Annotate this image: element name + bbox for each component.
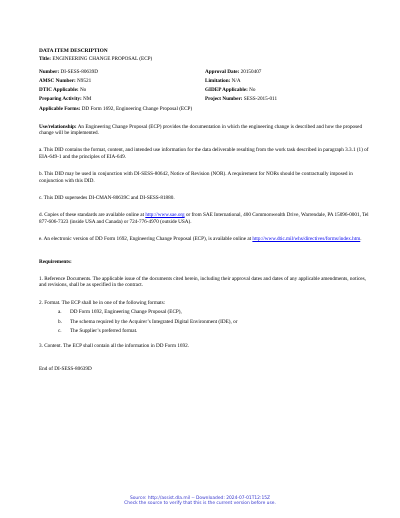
paragraph-c: c. This DID supersedes DI-CMAN-80639C and DI-SESS-81880. <box>39 195 175 201</box>
paragraph-d-text-2: or from SAE International, 400 Commonwealth Drive, Warrendale, PA 15096-0001, Tel 877-606-7323 (inside USA and Canada) or 724-776-4970 (outside USA). <box>39 212 369 225</box>
list-item-letter: c. <box>58 328 62 335</box>
paragraph-e <box>39 236 369 242</box>
project-number-value: SESS-2015-011 <box>243 96 278 103</box>
requirement-3: 3. Content. The ECP shall contain all the information in DD Form 1692. <box>39 343 189 350</box>
paragraph-e-end: . <box>360 236 362 243</box>
paragraph-d <box>39 212 369 225</box>
list-item-letter: a. <box>58 309 62 316</box>
footer-verify-line: Check the source to verify that this is the current version before use. <box>124 501 276 507</box>
list-item-text: The Supplier’s preferred format. <box>70 328 138 335</box>
approval-date-label: Approval Date: <box>205 68 240 75</box>
limitation-label: Limitation: <box>205 78 231 84</box>
list-item-letter: b. <box>58 318 62 325</box>
meta-row-amsc <box>39 78 369 87</box>
list-item-text: DD Form 1692, Engineering Change Proposal (ECP), <box>70 309 182 316</box>
metadata-table <box>39 69 369 113</box>
meta-row-dtic <box>39 87 369 96</box>
meta-row-forms <box>39 106 369 113</box>
title-label: Title: <box>39 56 52 63</box>
meta-row-number <box>39 69 369 78</box>
dtic-value: No <box>79 87 87 94</box>
download-footer <box>0 496 400 506</box>
document-heading: DATA ITEM DESCRIPTION <box>39 48 108 54</box>
number-label: Number: <box>39 68 60 75</box>
list-item <box>58 319 369 325</box>
gidep-value: No <box>249 87 256 94</box>
gidep-label: GIDEP Applicable: <box>205 87 248 94</box>
meta-row-preparing <box>39 96 369 105</box>
project-number-label: Project Number: <box>205 96 243 103</box>
use-relationship-paragraph <box>39 124 369 137</box>
list-item <box>58 309 369 315</box>
preparing-activity-value: NM <box>83 96 92 103</box>
amsc-value: N9521 <box>77 78 92 84</box>
format-options-list <box>58 309 369 334</box>
sae-link[interactable]: http://www.sae.org <box>145 212 185 219</box>
list-item <box>58 328 369 334</box>
number-value: DI-SESS-80639D <box>60 68 98 75</box>
footer-source-line: Source: http://assist.dla.mil -- Downloaded: 2024-07-01T12:15Z <box>129 496 271 501</box>
approval-date-value: 20150407 <box>240 68 262 75</box>
preparing-activity-label: Preparing Activity: <box>39 96 82 103</box>
list-item-text: The schema required by the Acquirer’s Integrated Digital Environment (IDE), or <box>70 318 238 325</box>
requirements-heading: Requirements: <box>39 258 72 265</box>
applicable-forms-label: Applicable Forms: <box>39 105 81 112</box>
use-relationship-text: An Engineering Change Proposal (ECP) provides the documentation in which the engineering change is described and how the proposed change will be implemented. <box>39 123 363 136</box>
dtic-forms-link[interactable]: http://www.dtic.mil/whs/directives/forms/index.htm <box>252 236 361 243</box>
document-content <box>39 48 369 372</box>
paragraph-b: b. This DID may be used in conjunction with DI-SESS-80642, Notice of Revision (NOR). A requirement for NORs should be contractually imposed in conjunction with this DID. <box>39 171 353 184</box>
dtic-label: DTIC Applicable: <box>39 87 79 94</box>
document-title-line <box>39 56 369 62</box>
end-of-document: End of DI-SESS-80639D <box>39 365 92 372</box>
requirement-2: 2. Format. The ECP shall be in one of the following formats: <box>39 299 166 306</box>
paragraph-d-text-1: d. Copies of these standards are available online at <box>39 212 145 219</box>
amsc-label: AMSC Number: <box>39 78 76 84</box>
paragraph-a: a. This DID contains the format, content, and intended use information for the data deliverable resulting from the work task described in paragraph 3.3.1 (1) of EIA-649-1 and the principles of EIA-649. <box>39 147 369 160</box>
title-value: ENGINEERING CHANGE PROPOSAL (ECP) <box>52 56 153 63</box>
requirement-1: 1. Reference Documents. The applicable issue of the documents cited herein, including their approval dates and dates of any applicable amendments, notices, and revisions, shall be as specified in the contract. <box>39 276 366 289</box>
applicable-forms-value: DD Form 1692, Engineering Change Proposal (ECP) <box>81 105 193 112</box>
limitation-value: N/A <box>231 78 241 84</box>
use-relationship-label: Use/relationship: <box>39 123 77 130</box>
paragraph-e-text: e. An electronic version of DD Form 1692, Engineering Change Proposal (ECP), is available online at <box>39 236 252 243</box>
